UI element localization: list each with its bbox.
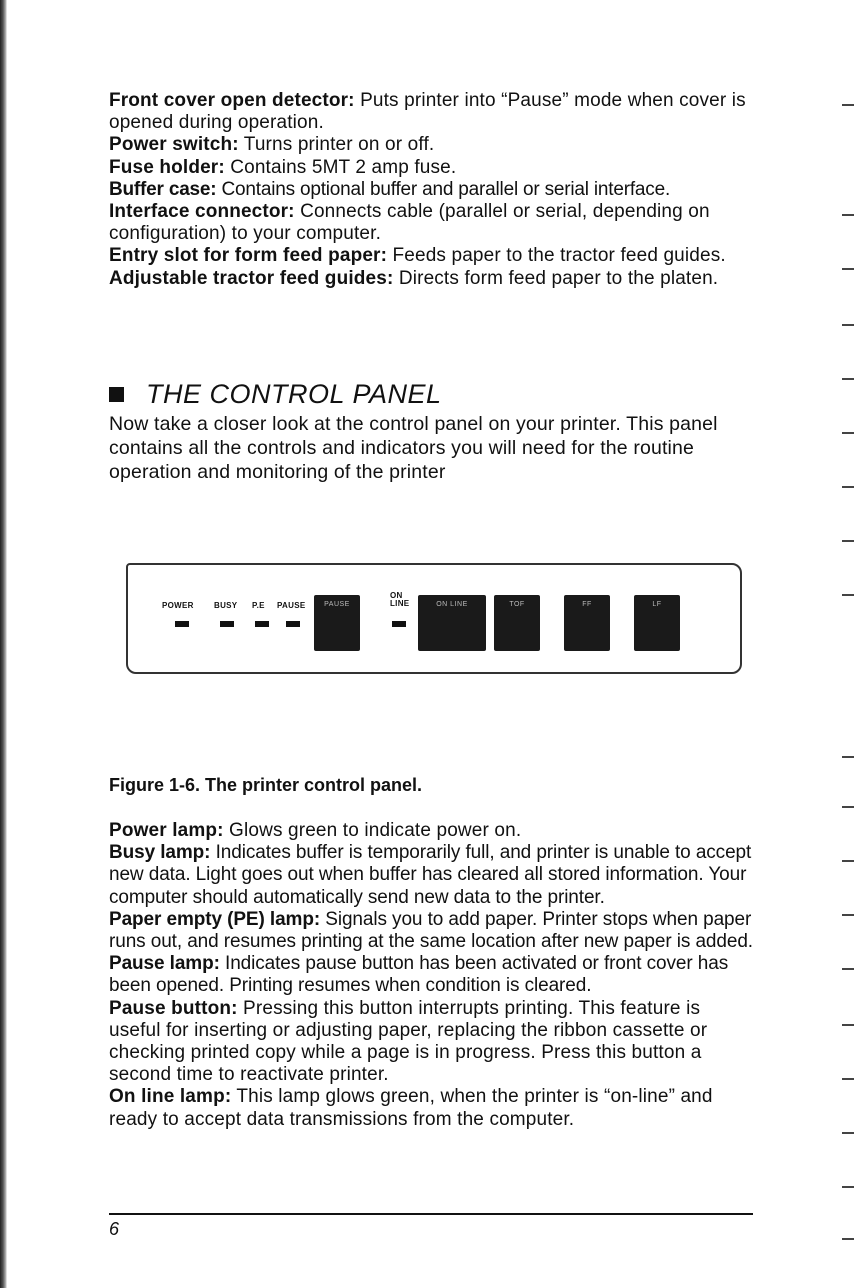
description-entry: Fuse holder: Contains 5MT 2 amp fuse. — [109, 156, 457, 178]
lf-button: LF — [634, 595, 680, 651]
description-entry: Pause lamp: Indicates pause button has been activated or front cover has been opened. Printing resumes when condition is cleared. — [109, 953, 729, 997]
description-entry: Front cover open detector: Puts printer into “Pause” mode when cover is opened during operation. — [109, 90, 746, 134]
busy-lamp — [220, 621, 234, 627]
description-entry: Power lamp: Glows green to indicate power on. — [109, 820, 522, 841]
description-entry: Power switch: Turns printer on or off. — [109, 134, 435, 156]
control-descriptions — [109, 820, 755, 1131]
description-entry: On line lamp: This lamp glows green, when the printer is “on-line” and ready to accept data transmissions from the computer. — [109, 1086, 713, 1130]
pause-lamp — [286, 621, 300, 627]
ff-button: FF — [564, 595, 610, 651]
description-entry: Buffer case: Contains optional buffer and parallel or serial interface. — [109, 178, 671, 200]
figure-caption: Figure 1-6. The printer control panel. — [109, 775, 423, 795]
description-entry: Pause button: Pressing this button interrupts printing. This feature is useful for inserting or adjusting paper, replacing the ribbon cassette or checking printed copy while a page is in progress. Press this button a second time to reactivate printer. — [109, 997, 708, 1086]
description-entry: Busy lamp: Indicates buffer is temporarily full, and printer is unable to accept new data. Light goes out when buffer has cleared all stored information. Your computer should automatically send new data to the printer. — [109, 842, 752, 908]
power-lamp-label: POWER — [162, 601, 194, 610]
pe-lamp-label: P.E — [252, 601, 265, 610]
pe-lamp — [255, 621, 269, 627]
component-descriptions — [109, 90, 755, 290]
pause-lamp-label: PAUSE — [277, 601, 306, 610]
pause-button: PAUSE — [314, 595, 360, 651]
description-entry: Interface connector: Connects cable (parallel or serial, depending on configuration) to your computer. — [109, 201, 710, 245]
busy-lamp-label: BUSY — [214, 601, 238, 610]
online-button: ON LINE — [418, 595, 486, 651]
page-number: 6 — [109, 1219, 120, 1239]
section-intro: Now take a closer look at the control panel on your printer. This panel contains all the controls and indicators you will need for the routine operation and monitoring of the printer — [109, 413, 718, 483]
scan-edge — [0, 0, 7, 1288]
section-heading: THE CONTROL PANEL — [109, 379, 442, 410]
online-lamp — [392, 621, 406, 627]
power-lamp — [175, 621, 189, 627]
online-lamp-label: ON LINE — [390, 591, 410, 608]
description-entry: Adjustable tractor feed guides: Directs form feed paper to the platen. — [109, 267, 719, 289]
footer-rule — [109, 1213, 753, 1215]
bullet-square-icon — [109, 387, 124, 402]
tof-button: TOF — [494, 595, 540, 651]
description-entry: Entry slot for form feed paper: Feeds paper to the tractor feed guides. — [109, 245, 726, 267]
description-entry: Paper empty (PE) lamp: Signals you to add paper. Printer stops when paper runs out, and resumes printing at the same location after new paper is added. — [109, 908, 753, 953]
control-panel-figure — [126, 563, 742, 674]
scan-margin-marks — [836, 0, 864, 1288]
